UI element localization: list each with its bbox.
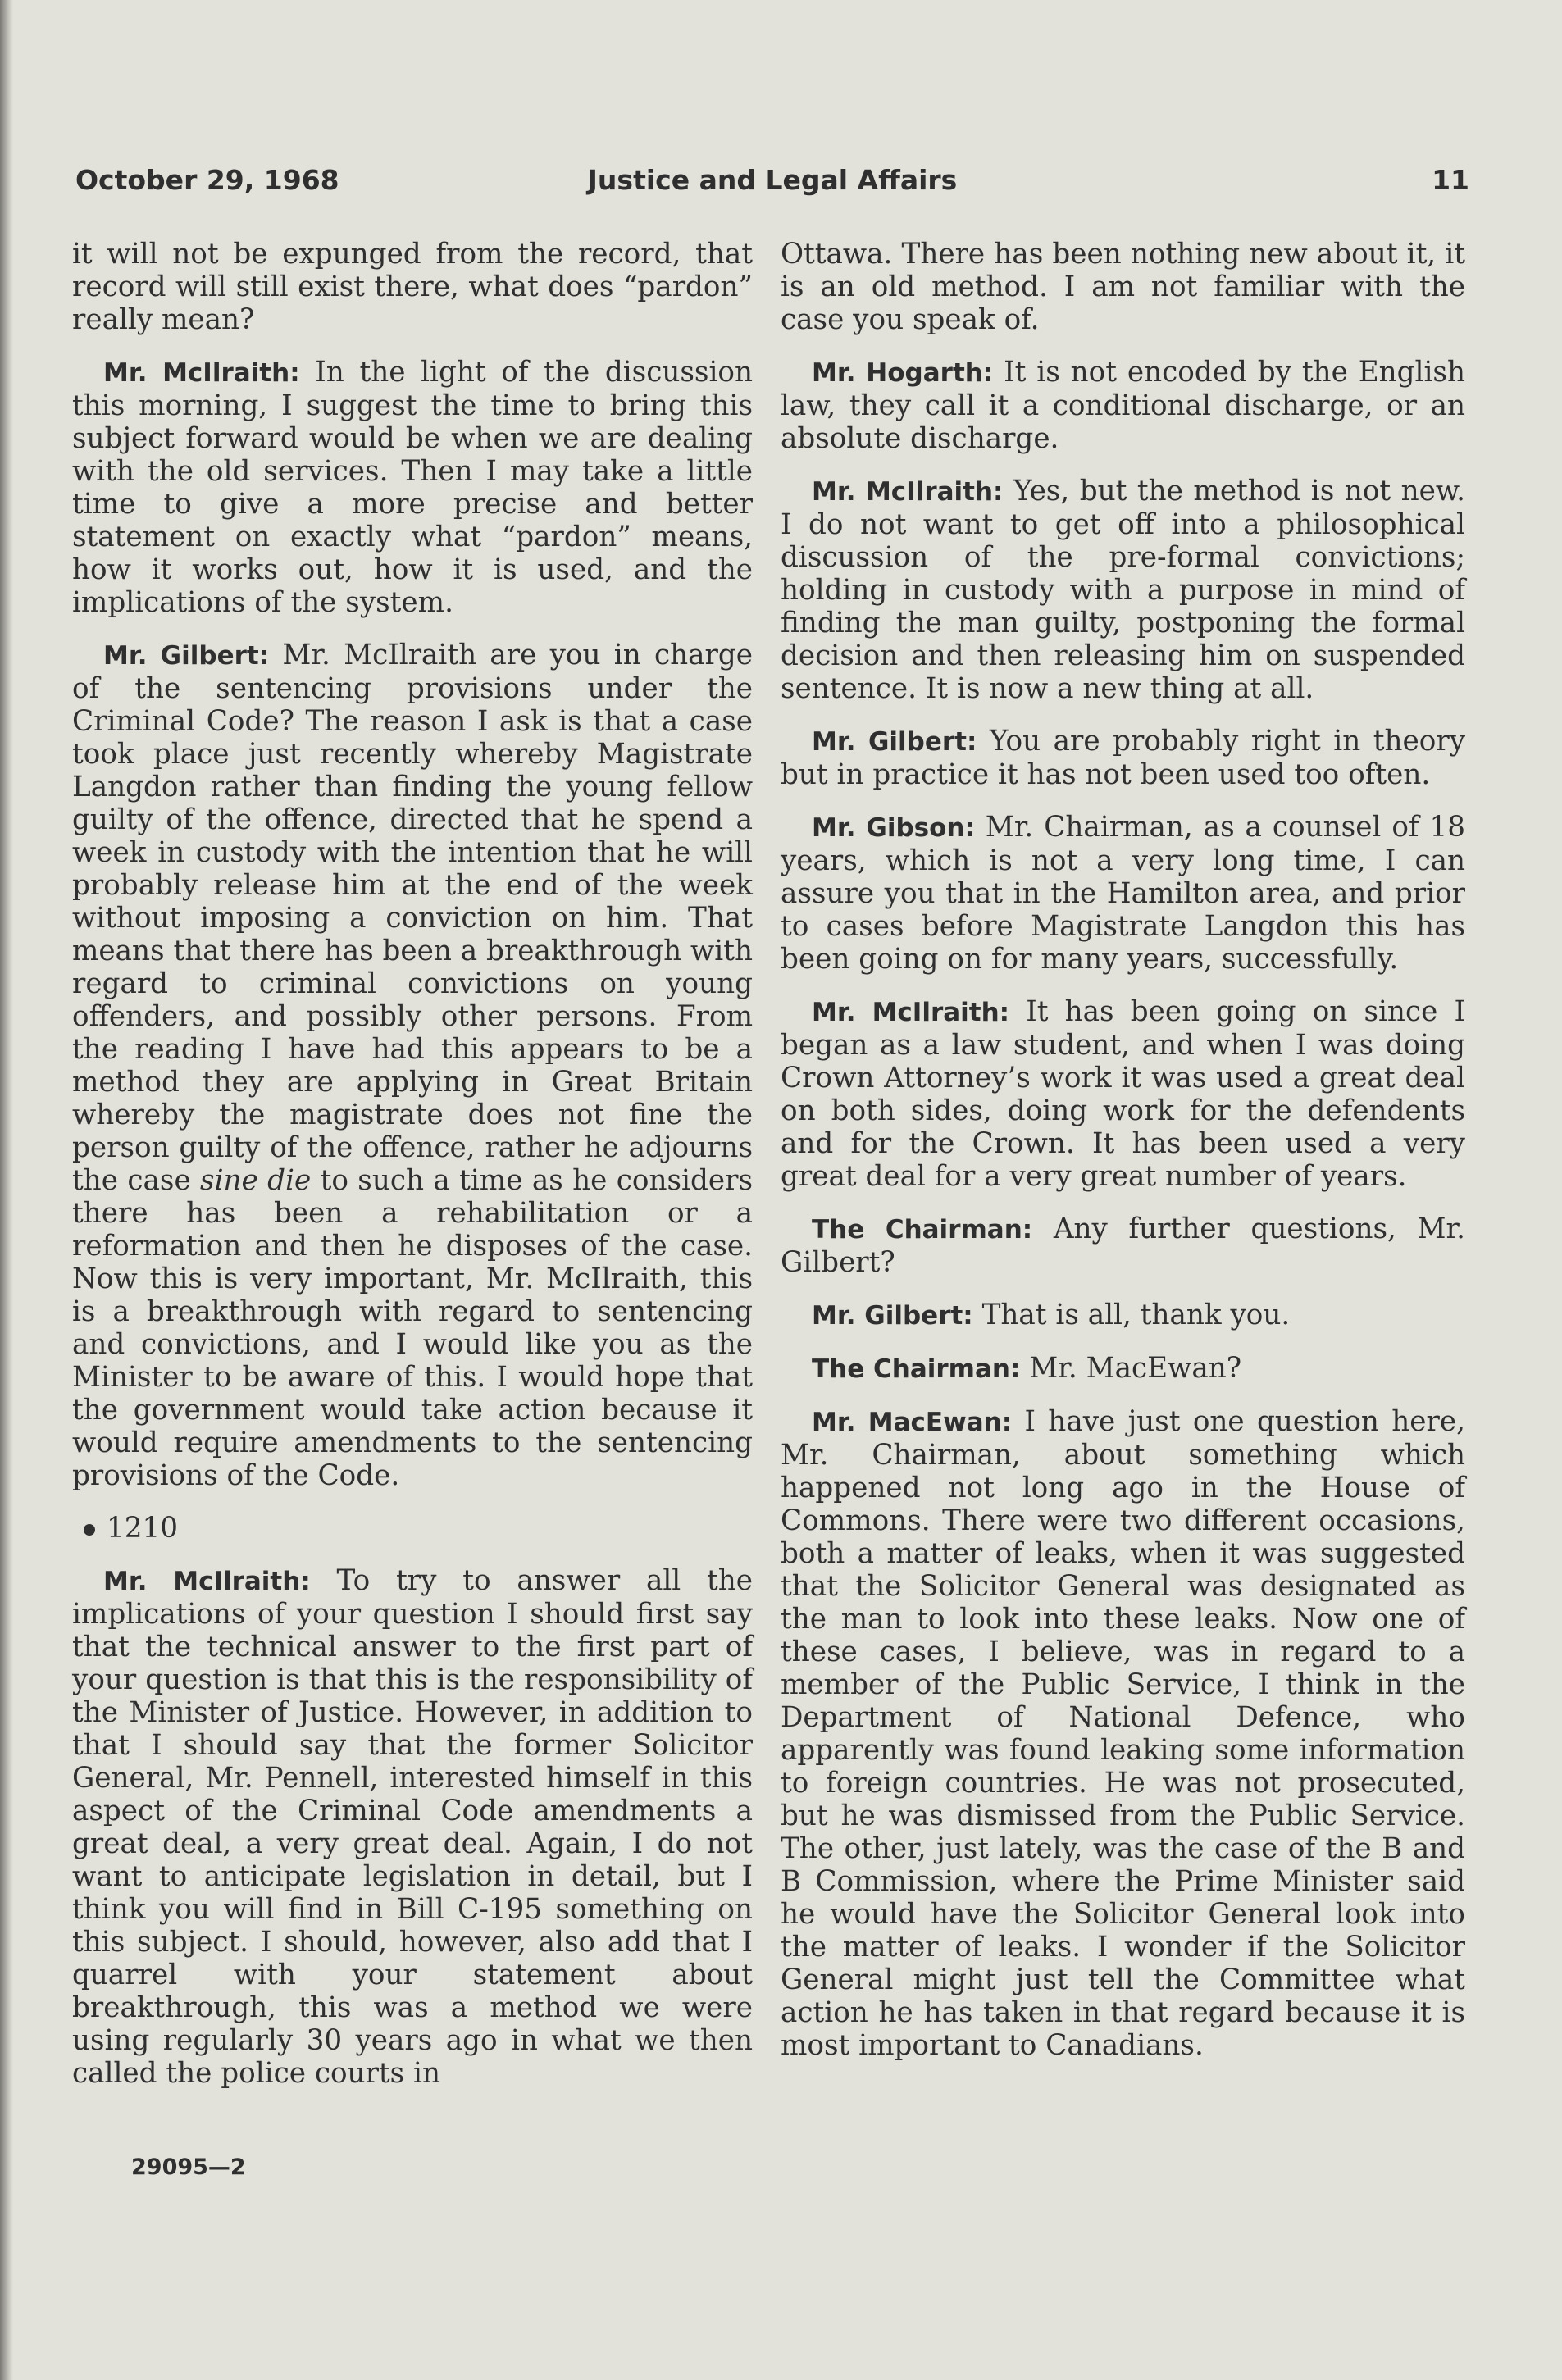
paragraph bbox=[781, 725, 1465, 791]
speaker-name: Mr. Gilbert: bbox=[103, 641, 270, 671]
header-section-title: Justice and Legal Affairs bbox=[587, 164, 958, 196]
speech-text: It is not encoded by the English law, they call it a conditional discharge, or an absolute discharge. bbox=[781, 356, 1465, 455]
speaker-name: The Chairman: bbox=[812, 1354, 1021, 1384]
paragraph: Ottawa. There has been nothing new about it, it is an old method. I am not familiar with the case you speak of. bbox=[781, 238, 1465, 336]
paragraph bbox=[72, 639, 753, 1492]
speaker-name: Mr. McIlraith: bbox=[103, 1567, 311, 1596]
paragraph bbox=[781, 1299, 1465, 1332]
paragraph bbox=[781, 811, 1465, 976]
paragraph bbox=[781, 475, 1465, 705]
header-page-number: 11 bbox=[1432, 164, 1469, 196]
running-header bbox=[75, 164, 1469, 205]
right-column bbox=[781, 238, 1465, 2082]
speaker-name: Mr. Gibson: bbox=[812, 813, 975, 843]
speaker-name: Mr. Gilbert: bbox=[812, 1301, 973, 1331]
paragraph bbox=[781, 356, 1465, 455]
left-column bbox=[72, 238, 753, 2109]
page-binding-shadow bbox=[0, 0, 13, 2380]
printer-signature: 29095—2 bbox=[131, 2155, 246, 2180]
paragraph bbox=[781, 1213, 1465, 1279]
speech-text: to such a time as he considers there has been a rehabilitation or a reformation and then he disposes of the case. Now this is very important, Mr. McIlraith, this is a breakthrough with regard to sentencing and convictions, and I would like you as the Minister to be aware of this. I would hope that the government would take action because it would require amendments to the sentencing provisions of the Code. bbox=[72, 1164, 753, 1492]
speaker-name: Mr. Gilbert: bbox=[812, 727, 977, 757]
bullet-icon bbox=[84, 1524, 95, 1536]
speaker-name: Mr. MacEwan: bbox=[812, 1408, 1013, 1437]
speech-text: Mr. McIlraith are you in charge of the sentencing provisions under the Criminal Code? The reason I ask is that a case took place just recently whereby Magistrate Langdon rather than finding the young fellow guilty of the offence, directed that he spend a week in custody with the intention that he will probably release him at the end of the week without imposing a conviction on him. That means that there has been a breakthrough with regard to criminal convictions on young offenders, and possibly other persons. From the reading I have had this appears to be a method they are applying in Great Britain whereby the magistrate does not fine the person guilty of the offence, rather he adjourns the case bbox=[72, 639, 754, 1197]
speech-text: In the light of the discussion this morning, I suggest the time to bring this subject forward would be when we are dealing with the old services. Then I may take a little time to give a more precise and better statement on exactly what “pardon” means, how it works out, how it is used, and the implications of the system. bbox=[72, 356, 753, 619]
speaker-name: Mr. McIlraith: bbox=[812, 477, 1004, 507]
speech-text: Yes, but the method is not new. I do not want to get off into a philosophical discussion of the pre-formal convictions; holding in custody with a purpose in mind of finding the man guilty, postponing the formal decision and then releasing him on suspended sentence. It is now a new thing at all. bbox=[781, 475, 1465, 705]
time-marker bbox=[84, 1512, 753, 1545]
speaker-name: Mr. McIlraith: bbox=[812, 998, 1010, 1027]
speech-text: To try to answer all the implications of your question I should first say that the technical answer to the first part of your question is that this is the responsibility of the Minister of Justice. However, in addition to that I should say that the former Solicitor General, Mr. Pennell, interested himself in this aspect of the Criminal Code amendments a great deal, a very great deal. Again, I do not want to anticipate legislation in detail, but I think you will find in Bill C-195 something on this subject. I should, however, also add that I quarrel with your statement about breakthrough, this was a method we were using regularly 30 years ago in what we then called the police courts in bbox=[72, 1564, 754, 2090]
speaker-name: Mr. McIlraith: bbox=[103, 358, 300, 388]
speaker-name: The Chairman: bbox=[812, 1215, 1033, 1245]
speech-text: Any further questions, Mr. Gilbert? bbox=[781, 1213, 1465, 1279]
speech-text: That is all, thank you. bbox=[972, 1299, 1291, 1331]
speaker-name: Mr. Hogarth: bbox=[812, 358, 994, 388]
paragraph bbox=[781, 1352, 1465, 1386]
paragraph bbox=[72, 1564, 753, 2090]
speech-text: I have just one question here, Mr. Chairman, about something which happened not long ago in the House of Commons. There were two different occasions, both a matter of leaks, when it was suggested that the Solicitor General was designated as the man to look into these leaks. Now one of these cases, I believe, was in regard to a member of the Public Service, I think in the Department of National Defence, who apparently was found leaking some information to foreign countries. He was not prosecuted, but he was dismissed from the Public Service. The other, just lately, was the case of the B and B Commission, where the Prime Minister said he would have the Solicitor General look into the matter of leaks. I wonder if the Solicitor General might just tell the Committee what action he has taken in that regard because it is most important to Canadians. bbox=[781, 1405, 1465, 2062]
paragraph: it will not be expunged from the record, that record will still exist there, what does “pardon” really mean? bbox=[72, 238, 753, 336]
italic-term: sine die bbox=[200, 1164, 312, 1197]
speech-text: Mr. Chairman, as a counsel of 18 years, which is not a very long time, I can assure you that in the Hamilton area, and prior to cases before Magistrate Langdon this has been going on for many years, successfully. bbox=[781, 811, 1466, 976]
speech-text: Mr. MacEwan? bbox=[1020, 1352, 1242, 1385]
paragraph bbox=[72, 356, 753, 619]
paragraph bbox=[781, 995, 1465, 1193]
time-marker-label: 1210 bbox=[107, 1512, 179, 1545]
speech-text: You are probably right in theory but in practice it has not been used too often. bbox=[781, 725, 1466, 791]
speech-text: It has been going on since I began as a law student, and when I was doing Crown Attorney’s work it was used a great deal on both sides, doing work for the defendents and for the Crown. It has been used a very great deal for a very great number of years. bbox=[781, 995, 1465, 1193]
paragraph bbox=[781, 1405, 1465, 2062]
header-date: October 29, 1968 bbox=[75, 164, 339, 196]
